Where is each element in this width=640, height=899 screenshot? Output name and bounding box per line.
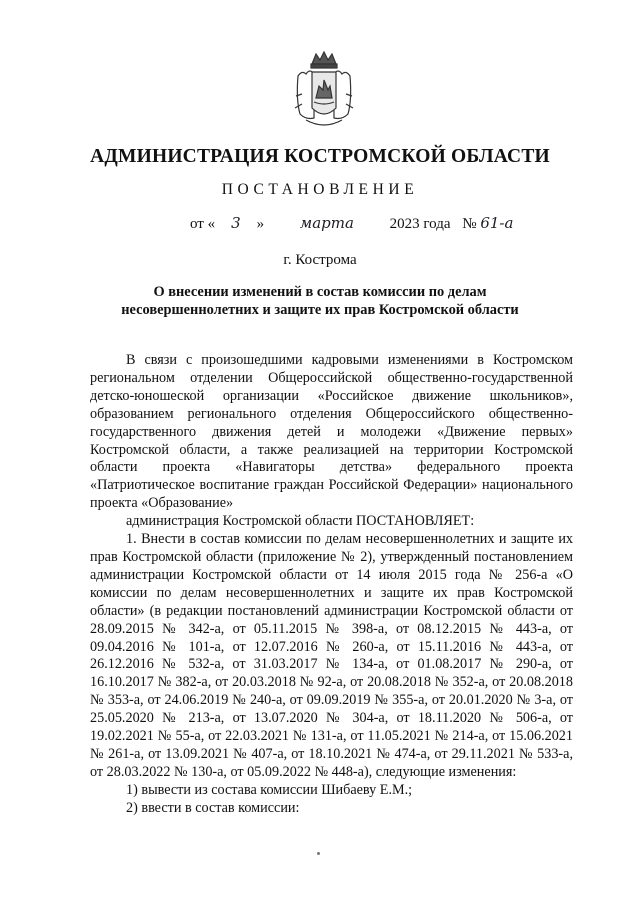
organization-name: АДМИНИСТРАЦИЯ КОСТРОМСКОЙ ОБЛАСТИ [90,146,550,167]
date-quote-close: » [256,216,265,232]
date-year: 2023 года [389,216,451,232]
document-body [90,352,573,818]
number-prefix: № [462,216,477,232]
date-prefix: от « [190,216,216,232]
preamble-paragraph: В связи с произошедшими кадровыми изменениями в Костромском региональном отделении Общероссийской общественно-государственной детско-юношеской организации «Российское движение школьников», образованием регионального отделения Общероссийского общественно-государственного движения детей и молодежи «Движение первых» Костромской области, а также реализацией на территории Костромской области проекта «Навигаторы детства» федерального проекта «Патриотическое воспитание граждан Российской Федерации» национального проекта «Образование» [90,352,573,512]
document-title [60,283,580,319]
coat-of-arms-emblem [292,50,356,134]
scan-dot [317,852,320,855]
date-month: марта [299,214,354,232]
item-1-paragraph: 1. Внести в состав комиссии по делам несовершеннолетних и защите их прав Костромской области (приложение № 2), утвержденный постановлением администрации Костромской области от 14 июля 2015 года № 256-а «О комиссии по делам несовершеннолетних и защите их прав Костромской области» (в редакции постановлений администрации Костромской области от 28.09.2015 № 342-а, от 05.11.2015 № 398-а, от 08.12.2015 № 443-а, от 09.04.2016 № 101-а, от 12.07.2016 № 260-а, от 15.11.2016 № 443-а, от 26.12.2016 № 532-а, от 31.03.2017 № 134-а, от 01.08.2017 № 290-а, от 16.10.2017 № 382-а, от 20.03.2018 № 92-а, от 20.08.2018 № 352-а, от 20.08.2018 № 353-а, от 24.06.2019 № 240-а, от 09.09.2019 № 355-а, от 20.01.2020 № 3-а, от 25.05.2020 № 213-а, от 13.07.2020 № 304-а, от 18.11.2020 № 506-а, от 19.02.2021 № 55-а, от 22.03.2021 № 131-а, от 11.05.2021 № 214-а, от 15.06.2021 № 261-а, от 13.09.2021 № 407-а, от 18.10.2021 № 474-а, от 29.11.2021 № 533-а, от 28.03.2022 № 130-а, от 05.09.2022 № 448-а), следующие изменения: [90,531,573,780]
city-name: г. Кострома [283,252,357,268]
document-type: ПОСТАНОВЛЕНИЕ [221,181,419,198]
title-line-1: О внесении изменений в состав комиссии по делам [153,284,487,300]
subitem-1-paragraph: 1) вывести из состава комиссии Шибаеву Е.М.; [126,781,413,798]
document-number: 61-а [480,214,514,232]
subitem-2-paragraph: 2) ввести в состав комиссии: [126,799,300,816]
date-line [190,214,513,233]
title-line-2: несовершеннолетних и защите их прав Костромской области [121,302,519,318]
resolution-paragraph: администрация Костромской области ПОСТАНОВЛЯЕТ: [126,513,475,530]
date-day: 3 [231,214,241,232]
